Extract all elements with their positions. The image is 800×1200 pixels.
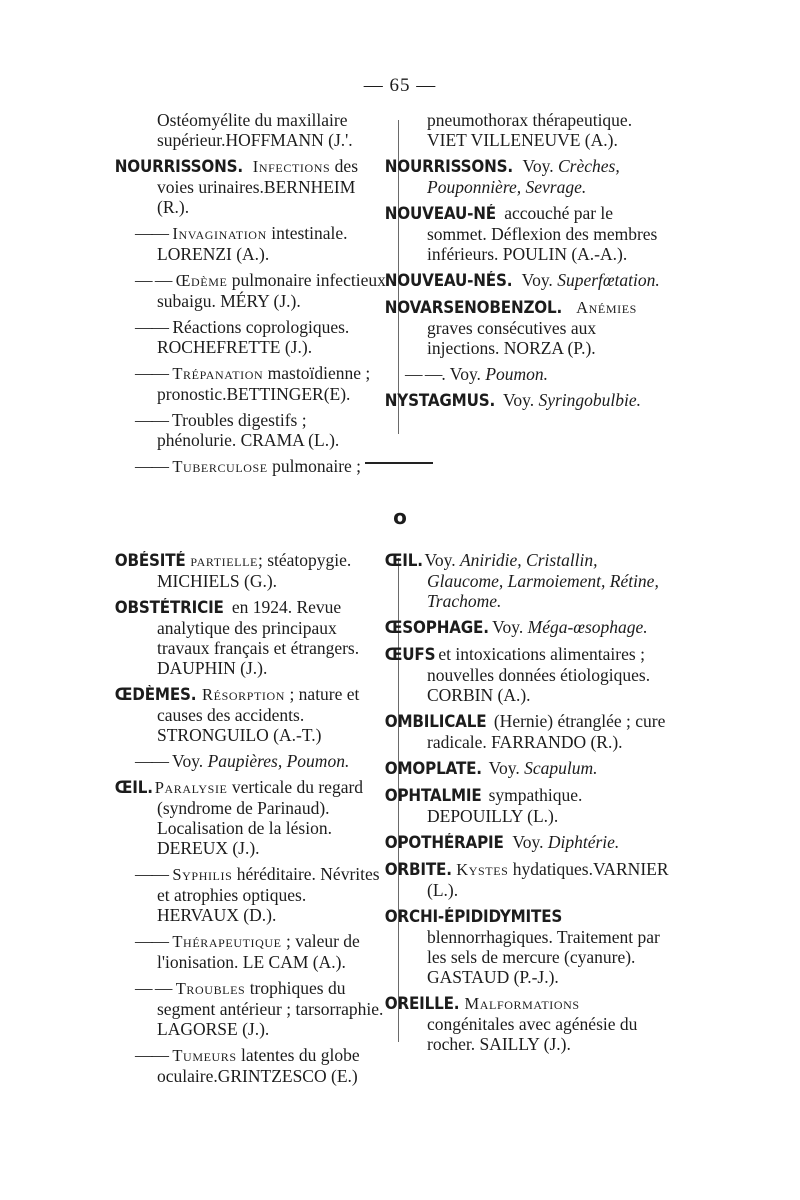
entry-headword: NOURRISSONS. <box>384 157 514 176</box>
entry-text: latentes du globe oculaire.GRINTZESCO (E.) <box>157 1045 360 1086</box>
index-entry <box>135 1045 390 1086</box>
index-entry <box>405 364 670 384</box>
entry-subheading: Résorption <box>202 685 286 704</box>
top-right-column <box>384 110 670 442</box>
index-entry <box>114 597 390 678</box>
index-entry <box>135 270 390 311</box>
ditto-dash: —— <box>135 864 168 884</box>
entry-text: Voy. <box>484 758 525 778</box>
entry-text: intestinale. LORENZI (A.). <box>157 223 348 264</box>
index-entry <box>135 223 390 264</box>
entry-subheading: Anémies <box>576 298 637 317</box>
entry-text: des voies urinaires.BERNHEIM (R.). <box>157 156 358 217</box>
index-entry <box>135 456 390 477</box>
section-letter: o <box>393 505 407 529</box>
index-entry <box>384 390 670 411</box>
index-entry <box>384 993 670 1054</box>
entry-text: pulmonaire ; <box>267 456 362 476</box>
entry-text: mastoïdienne ; pronostic.BETTINGER(E). <box>157 363 371 404</box>
entry-cross-reference: Poumon. <box>485 364 549 384</box>
entry-text: sympathique. DEPOUILLY (L.). <box>427 785 583 826</box>
entry-headword: ŒIL. <box>114 778 153 797</box>
entry-headword: OBÉSITÉ <box>114 551 186 570</box>
entry-text: Ostéomyélite du maxillaire supérieur.HOFFMANN (J.'. <box>157 110 353 150</box>
entry-text: Troubles digestifs ; phénolurie. CRAMA (L.). <box>157 410 340 450</box>
ditto-dash: — — <box>135 978 172 998</box>
entry-text: et intoxications alimentaires ; nouvelles données étiologiques. CORBIN (A.). <box>427 644 651 705</box>
entry-subheading: Œdème <box>175 271 228 290</box>
entry-text: trophiques du segment antérieur ; tarsorraphie. LAGORSE (J.). <box>157 978 384 1039</box>
entry-text: Voy. <box>420 550 460 570</box>
entry-subheading: Tuberculose <box>172 457 268 476</box>
entry-headword: NYSTAGMUS. <box>384 391 496 410</box>
entry-cross-reference: Paupières, Poumon. <box>207 751 350 771</box>
entry-text: héréditaire. Névrites et atrophies optiques. HERVAUX (D.). <box>157 864 380 925</box>
index-entry <box>384 617 670 638</box>
entry-headword: OMBILICALE <box>384 712 487 731</box>
index-entry <box>135 410 390 450</box>
entry-cross-reference: Superfœtation. <box>557 270 660 290</box>
index-entry <box>384 832 670 853</box>
entry-subheading: Invagination <box>172 224 267 243</box>
index-entry <box>114 550 390 591</box>
index-entry <box>135 751 390 771</box>
index-entry <box>384 156 670 197</box>
entry-text: (Hernie) étranglée ; cure radicale. FARRANDO (R.). <box>427 711 666 752</box>
index-entry <box>384 758 670 779</box>
index-entry <box>135 931 390 972</box>
entry-text: ; stéatopygie. MICHIELS (G.). <box>157 550 352 591</box>
bottom-section <box>0 550 800 1086</box>
index-entry <box>384 297 670 358</box>
entry-headword: NOVARSENOBENZOL. <box>384 298 563 317</box>
entry-text: hydatiques.VARNIER (L.). <box>427 859 669 900</box>
entry-text: . Voy. <box>441 364 486 384</box>
entry-cross-reference: Diphtérie. <box>547 832 620 852</box>
ditto-dash: —— <box>135 410 168 430</box>
entry-text: verticale du regard (syndrome de Parinaud). Localisation de la lésion. DEREUX (J.). <box>157 777 364 858</box>
index-entry <box>384 859 670 900</box>
entry-text: ; nature et causes des accidents. STRONGUILO (A.-T.) <box>157 684 360 745</box>
entry-headword: ŒSOPHAGE. <box>384 618 489 637</box>
entry-cross-reference: Scapulum. <box>524 758 598 778</box>
entry-headword: ORCHI-ÉPIDIDYMITES <box>384 907 563 926</box>
ditto-dash: — — <box>135 270 172 290</box>
entry-text: blennorrhagiques. Traitement par les sels de mercure (cyanure). GASTAUD (P.-J.). <box>427 927 660 987</box>
entry-text: pneumothorax thérapeutique. VIET VILLENEUVE (A.). <box>427 110 633 150</box>
index-entry <box>114 777 390 858</box>
entry-headword: ŒUFS <box>384 645 436 664</box>
index-entry <box>384 906 670 987</box>
ditto-dash: —— <box>135 931 168 951</box>
entry-subheading: Infections <box>252 157 331 176</box>
entry-subheading: Kystes <box>456 860 509 879</box>
entry-subheading: Paralysie <box>154 778 228 797</box>
ditto-dash: — — <box>405 364 442 384</box>
entry-cross-reference: Méga-œsophage. <box>527 617 648 637</box>
entry-headword: OBSTÉTRICIE <box>114 598 224 617</box>
index-entry <box>135 363 390 404</box>
entry-headword: ORBITE. <box>384 860 452 879</box>
entry-subheading: Troubles <box>175 979 246 998</box>
entry-text: Voy. <box>492 617 528 637</box>
index-entry <box>384 644 670 705</box>
index-entry <box>384 711 670 752</box>
entry-subheading: Malformations <box>464 994 580 1013</box>
entry-subheading: Syphilis <box>172 865 233 884</box>
ditto-dash: —— <box>135 1045 168 1065</box>
entry-text: Réactions coprologiques. ROCHEFRETTE (J.). <box>157 317 350 357</box>
entry-headword: ŒIL. <box>384 551 423 570</box>
bottom-left-column <box>114 550 390 1086</box>
entry-text: en 1924. Revue analytique des principaux travaux français et étrangers. DAUPHIN (J.). <box>157 597 360 678</box>
ditto-dash: —— <box>135 751 168 771</box>
ditto-dash: —— <box>135 363 168 383</box>
entry-headword: OPOTHÉRAPIE <box>384 833 504 852</box>
entry-subheading: partielle <box>190 551 258 570</box>
index-entry <box>384 270 670 291</box>
page-number: — 65 — <box>363 75 437 96</box>
entry-headword: OMOPLATE. <box>384 759 482 778</box>
top-left-column <box>114 110 390 476</box>
entry-text: accouché par le sommet. Déflexion des membres inférieurs. POULIN (A.-A.). <box>427 203 658 264</box>
top-section <box>0 110 800 476</box>
index-entry <box>135 864 390 925</box>
entry-headword: ŒDÈMES. <box>114 685 197 704</box>
ditto-dash: —— <box>135 317 168 337</box>
ditto-dash: —— <box>135 223 168 243</box>
entry-text: congénitales avec agénésie du rocher. SAILLY (J.). <box>427 1014 638 1054</box>
index-entry <box>114 156 390 217</box>
entry-text: ; valeur de l'ionisation. LE CAM (A.). <box>157 931 360 972</box>
bottom-right-column <box>384 550 670 1054</box>
entry-text: pulmonaire infectieux subaigu. MÉRY (J.). <box>157 270 386 311</box>
entry-text: Voy. <box>517 270 558 290</box>
index-entry <box>114 684 390 745</box>
entry-text: Voy. <box>498 390 539 410</box>
entry-cross-reference: Crèches, Pouponnière, Sevrage. <box>427 156 620 197</box>
entry-text: Voy. <box>518 156 558 176</box>
entry-headword: OREILLE. <box>384 994 460 1013</box>
entry-text: Voy. <box>168 751 208 771</box>
entry-subheading: Thérapeutique <box>172 932 282 951</box>
index-entry <box>384 785 670 826</box>
entry-text: Voy. <box>508 832 548 852</box>
entry-subheading: Tumeurs <box>172 1046 237 1065</box>
index-entry <box>135 978 390 1039</box>
entry-cross-reference: Aniridie, Cristallin, Glaucome, Larmoiement, Rétine, Trachome. <box>427 550 659 611</box>
index-entry <box>384 203 670 264</box>
entry-subheading: Trépanation <box>172 364 264 383</box>
entry-headword: NOUVEAU-NÉS. <box>384 271 513 290</box>
entry-headword: OPHTALMIE <box>384 786 482 805</box>
index-entry <box>135 317 390 357</box>
index-entry <box>135 110 390 150</box>
entry-headword: NOURRISSONS. <box>114 157 244 176</box>
section-divider-rule <box>365 462 433 464</box>
entry-text: graves consécutives aux injections. NORZA (P.). <box>427 318 597 358</box>
entry-headword: NOUVEAU-NÉ <box>384 204 496 223</box>
index-entry <box>384 550 670 611</box>
entry-cross-reference: Syringobulbie. <box>538 390 642 410</box>
ditto-dash: —— <box>135 456 168 476</box>
index-entry <box>405 110 670 150</box>
